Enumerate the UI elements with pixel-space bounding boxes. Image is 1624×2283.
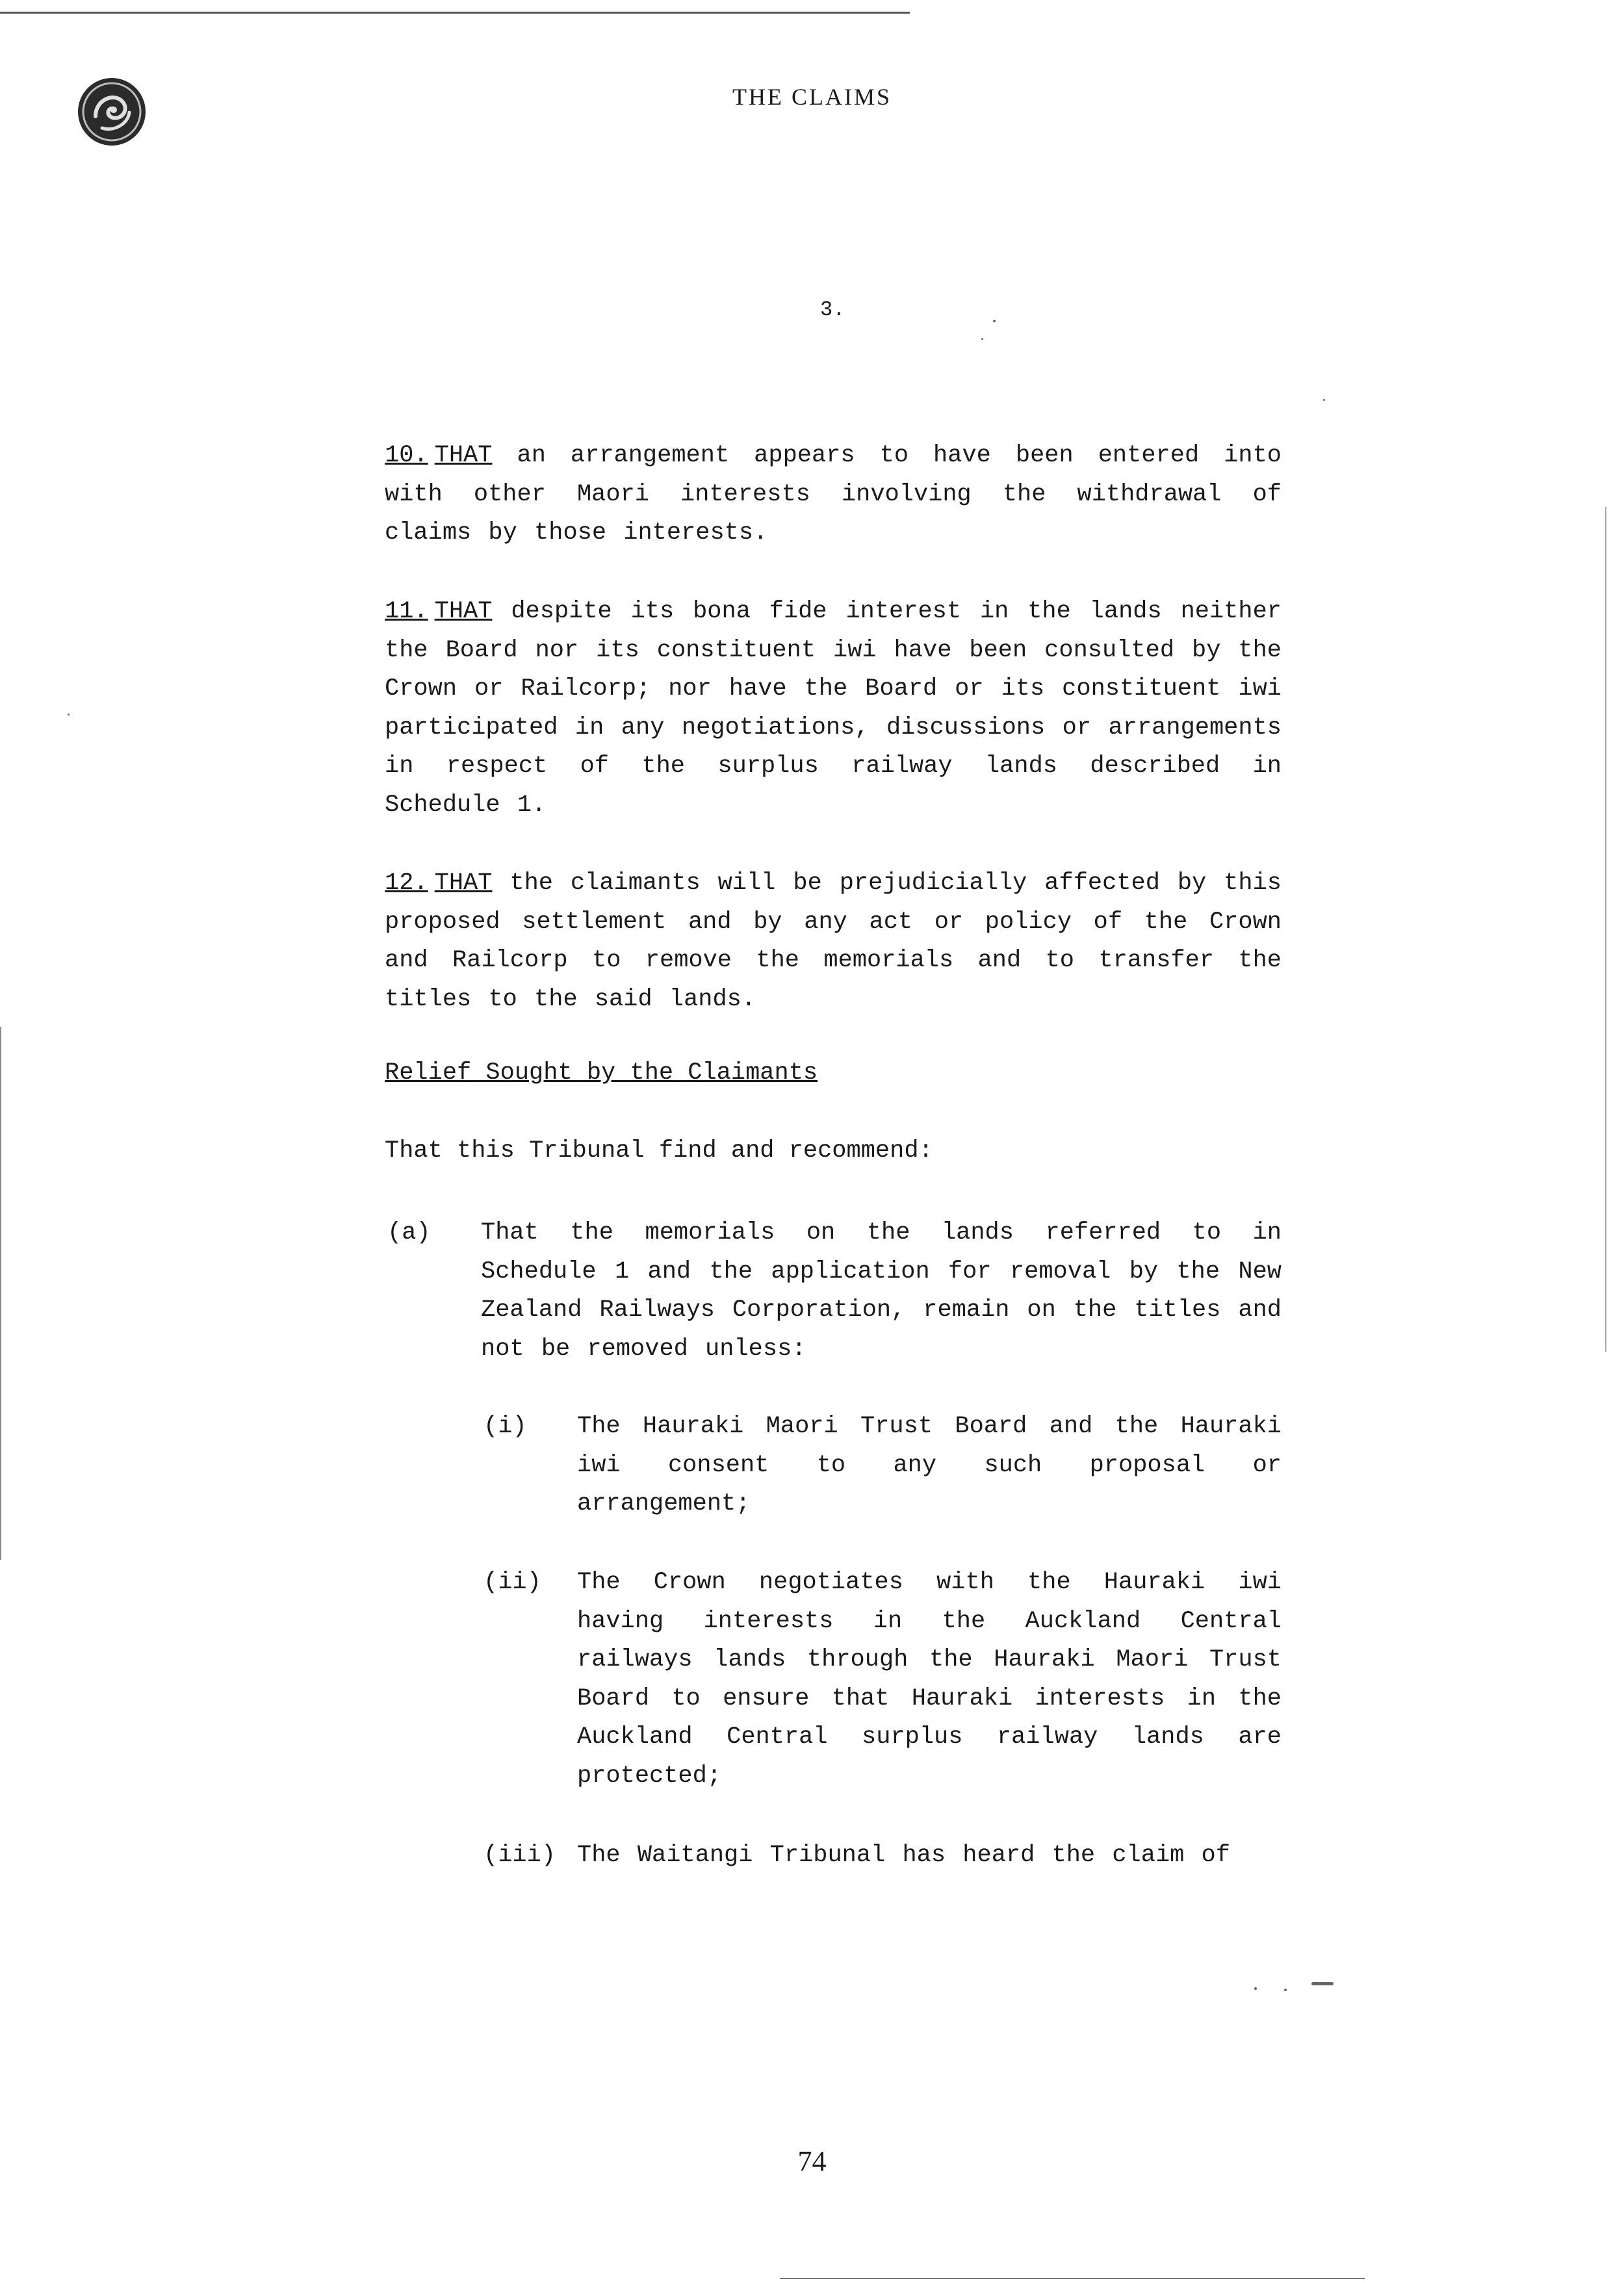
scan-edge-bottom	[780, 2278, 1365, 2279]
page-title: THE CLAIMS	[732, 84, 892, 110]
scan-speck	[1311, 1982, 1334, 1985]
footer-page-number: 74	[797, 2145, 827, 2177]
scan-speck	[981, 338, 983, 340]
section-heading: Relief Sought by the Claimants	[385, 1059, 818, 1087]
scan-speck	[68, 714, 70, 716]
paragraph-11	[385, 593, 1282, 825]
paragraph-text: despite its bona fide interest in the lands neither the Board nor its constituent iwi have been consulted by the Crown or Railcorp; nor have the Board or its constituent iwi participated in any negotiations, discussions or arrangements in respect of the surplus railway lands described in Schedule 1.	[385, 598, 1282, 819]
scan-speck	[1323, 399, 1325, 401]
item-label: (a)	[387, 1219, 431, 1246]
relief-intro: That this Tribunal find and recommend:	[385, 1137, 933, 1165]
scan-edge-right	[1605, 507, 1606, 1352]
paragraph-text: the claimants will be prejudicially affected by this proposed settlement and by any act or policy of the Crown and Railcorp to remove the memorials and to transfer the titles to the said lands.	[385, 870, 1282, 1013]
item-label: (iii)	[483, 1842, 556, 1869]
scan-edge-left	[0, 1027, 1, 1560]
paragraph-text: an arrangement appears to have been entered into with other Maori interests involving the withdrawal of claims by those interests.	[385, 442, 1282, 547]
paragraph-10	[385, 437, 1282, 553]
paragraph-12	[385, 864, 1282, 1019]
item-label: (i)	[483, 1413, 527, 1440]
paragraph-number: 10.	[385, 442, 428, 469]
item-text: The Waitangi Tribunal has heard the claim of	[577, 1842, 1230, 1869]
paragraph-lead: THAT	[434, 442, 493, 469]
item-text: That the memorials on the lands referred to in Schedule 1 and the application for removal by the New Zealand Railways Corporation, remain on the titles and not be removed unless:	[481, 1219, 1282, 1363]
paragraph-number: 12.	[385, 870, 428, 897]
item-text: The Hauraki Maori Trust Board and the Hauraki iwi consent to any such proposal or arrangement;	[577, 1413, 1282, 1517]
item-text: The Crown negotiates with the Hauraki iwi having interests in the Auckland Central railways lands through the Hauraki Maori Trust Board to ensure that Hauraki interests in the Auckland Central surplus railway lands are protected;	[577, 1569, 1282, 1790]
paragraph-number: 11.	[385, 598, 428, 625]
paragraph-lead: THAT	[434, 870, 493, 897]
scan-speck	[1284, 1989, 1287, 1991]
scan-speck	[1254, 1987, 1257, 1990]
section-page-number: 3.	[820, 298, 845, 322]
scan-speck	[993, 320, 996, 322]
scan-edge-top	[0, 12, 910, 14]
item-label: (ii)	[483, 1569, 541, 1596]
paragraph-lead: THAT	[434, 598, 493, 625]
